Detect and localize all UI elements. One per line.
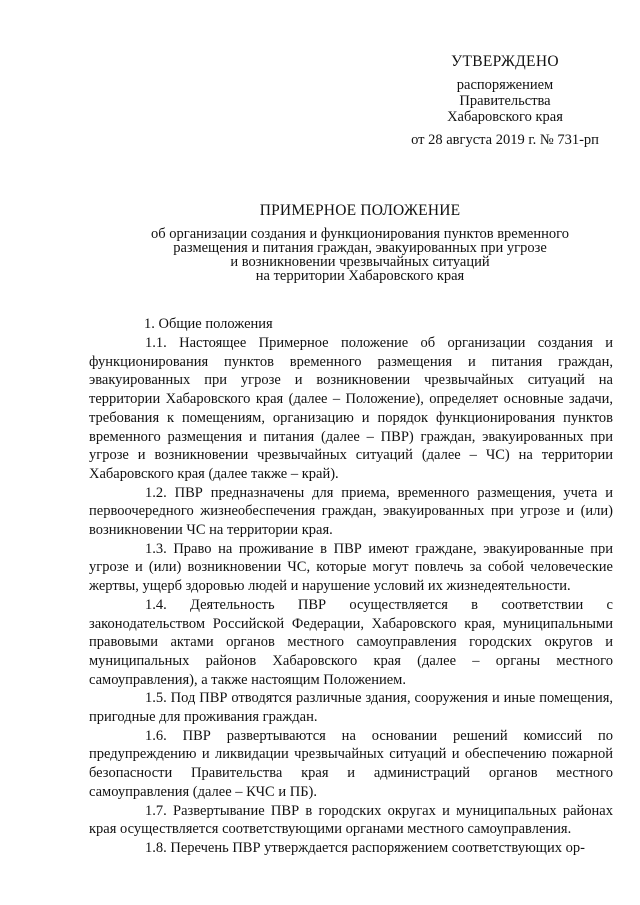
document-subtitle-line-1: об организации создания и функционирования пунктов временного: [151, 226, 569, 242]
document-subtitle-line-2: размещения и питания граждан, эвакуированных при угрозе: [173, 240, 547, 256]
approval-date: от 28 августа 2019 г. № 731-рп: [411, 132, 599, 148]
document-subtitle-line-4: на территории Хабаровского края: [255, 268, 465, 284]
paragraph-1-7: 1.7. Развертывание ПВР в городских округах и муниципальных районах края осуществляется соответствующими органами местного самоуправления.: [89, 802, 613, 838]
section-heading: 1. Общие положения: [144, 316, 273, 332]
document-heading: [100, 204, 620, 283]
paragraph-1-6: 1.6. ПВР развертываются на основании решений комиссий по предупреждению и ликвидации чрезвычайных ситуаций и обеспечению пожарной безопасности Правительства края и администраций органов местного самоуправления (далее – КЧС и ПБ).: [89, 727, 613, 800]
paragraph-1-4: 1.4. Деятельность ПВР осуществляется в соответствии с законодательством Российской Федерации, Хабаровского края, муниципальными правовыми актами органов местного самоуправления городских округов и муниципальных районов Хабаровского края (далее – органы местного самоуправления), а также настоящим Положением.: [89, 596, 613, 688]
approval-line-region: Хабаровского края: [447, 109, 563, 125]
approval-block: [395, 54, 615, 148]
paragraph-1-1: 1.1. Настоящее Примерное положение об организации создания и функционирования пунктов временного размещения и питания граждан, эвакуированных при угрозе и возникновении чрезвычайных ситуаций на территории Хабаровского края (далее – Положение), определяет основные задачи, требования к помещениям, организацию и порядок функционирования пунктов временного размещения и питания (далее – ПВР) граждан, эвакуированных при угрозе и возникновении чрезвычайных ситуаций (далее – ЧС) на территории Хабаровского края (далее также – край).: [89, 335, 613, 482]
approval-line-decree: распоряжением: [456, 77, 554, 93]
document-subtitle-line-3: и возникновении чрезвычайных ситуаций: [230, 254, 490, 270]
paragraph-1-2: 1.2. ПВР предназначены для приема, временного размещения, учета и первоочередного жизнеобеспечения граждан, эвакуированных при угрозе и (или) возникновении ЧС на территории края.: [89, 484, 613, 539]
paragraph-1-8: 1.8. Перечень ПВР утверждается распоряжением соответствующих ор-: [145, 839, 585, 856]
approved-stamp-title: УТВЕРЖДЕНО: [451, 53, 559, 70]
approval-line-government: Правительства: [459, 93, 551, 109]
document-body: [89, 334, 613, 858]
document-title: ПРИМЕРНОЕ ПОЛОЖЕНИЕ: [259, 202, 461, 219]
paragraph-1-5: 1.5. Под ПВР отводятся различные здания, сооружения и иные помещения, пригодные для проживания граждан.: [89, 690, 613, 726]
paragraph-1-3: 1.3. Право на проживание в ПВР имеют граждане, эвакуированные при угрозе и (или) возникновении ЧС, которые могут повлечь за собой человеческие жертвы, ущерб здоровью людей и нарушение условий их жизнедеятельности.: [89, 540, 613, 595]
